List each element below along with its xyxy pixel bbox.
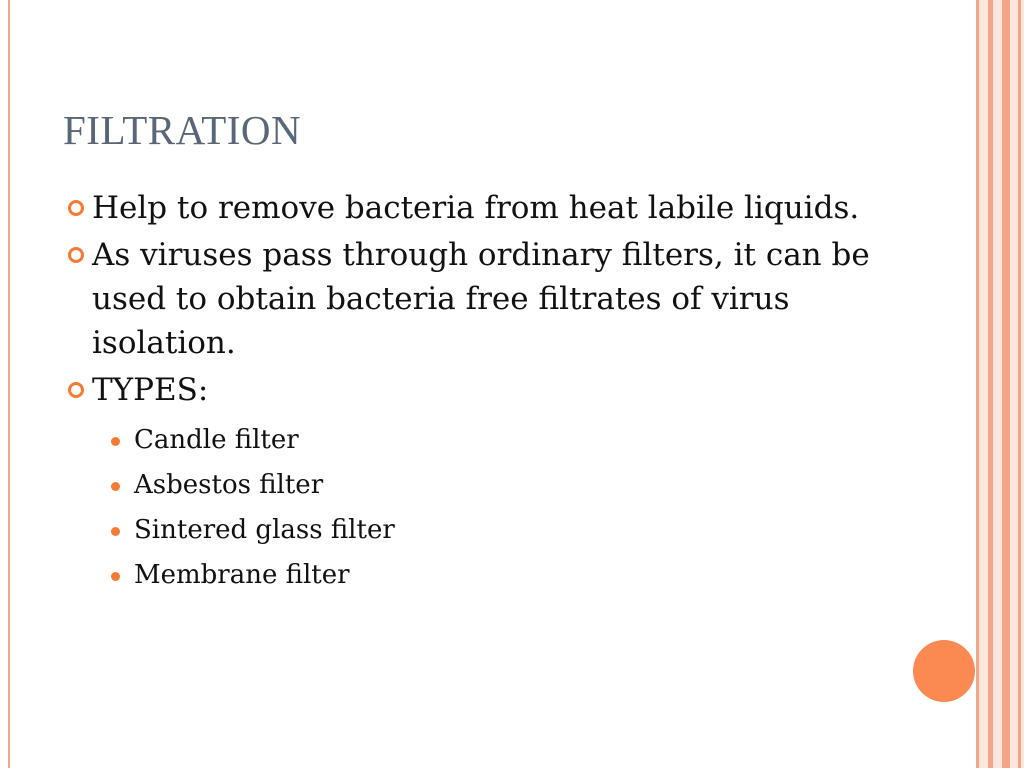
sub-bullet-text: Membrane filter bbox=[134, 560, 350, 590]
left-border-line bbox=[8, 0, 10, 768]
right-decorative-band bbox=[976, 0, 1024, 768]
bullet-item bbox=[62, 233, 902, 365]
sub-bullet-item bbox=[92, 553, 902, 598]
types-sublist bbox=[92, 418, 902, 598]
dot-bullet-icon bbox=[111, 572, 120, 581]
orange-circle-decoration bbox=[913, 640, 975, 702]
right-stripe bbox=[976, 0, 979, 768]
bullet-text: As viruses pass through ordinary filters, it can be used to obtain bacteria free filtrates of virus isolation. bbox=[92, 237, 870, 361]
sub-bullet-item bbox=[92, 418, 902, 463]
right-stripe bbox=[988, 0, 993, 768]
bullet-text: Help to remove bacteria from heat labile liquids. bbox=[92, 190, 860, 226]
ring-bullet-icon bbox=[68, 382, 84, 398]
ring-bullet-icon bbox=[68, 247, 84, 263]
dot-bullet-icon bbox=[111, 437, 120, 446]
bullet-list bbox=[62, 186, 902, 601]
dot-bullet-icon bbox=[111, 482, 120, 491]
sub-bullet-item bbox=[92, 508, 902, 553]
bullet-item bbox=[62, 186, 902, 230]
sub-bullet-text: Sintered glass filter bbox=[134, 515, 395, 545]
sub-bullet-text: Candle filter bbox=[134, 425, 299, 455]
sub-bullet-item bbox=[92, 463, 902, 508]
right-stripe bbox=[1002, 0, 1010, 768]
ring-bullet-icon bbox=[68, 200, 84, 216]
dot-bullet-icon bbox=[111, 527, 120, 536]
sub-bullet-text: Asbestos filter bbox=[134, 470, 324, 500]
bullet-text: TYPES: bbox=[92, 372, 209, 408]
bullet-item bbox=[62, 368, 902, 598]
right-stripe bbox=[1018, 0, 1021, 768]
slide-title: FILTRATION bbox=[63, 107, 302, 153]
